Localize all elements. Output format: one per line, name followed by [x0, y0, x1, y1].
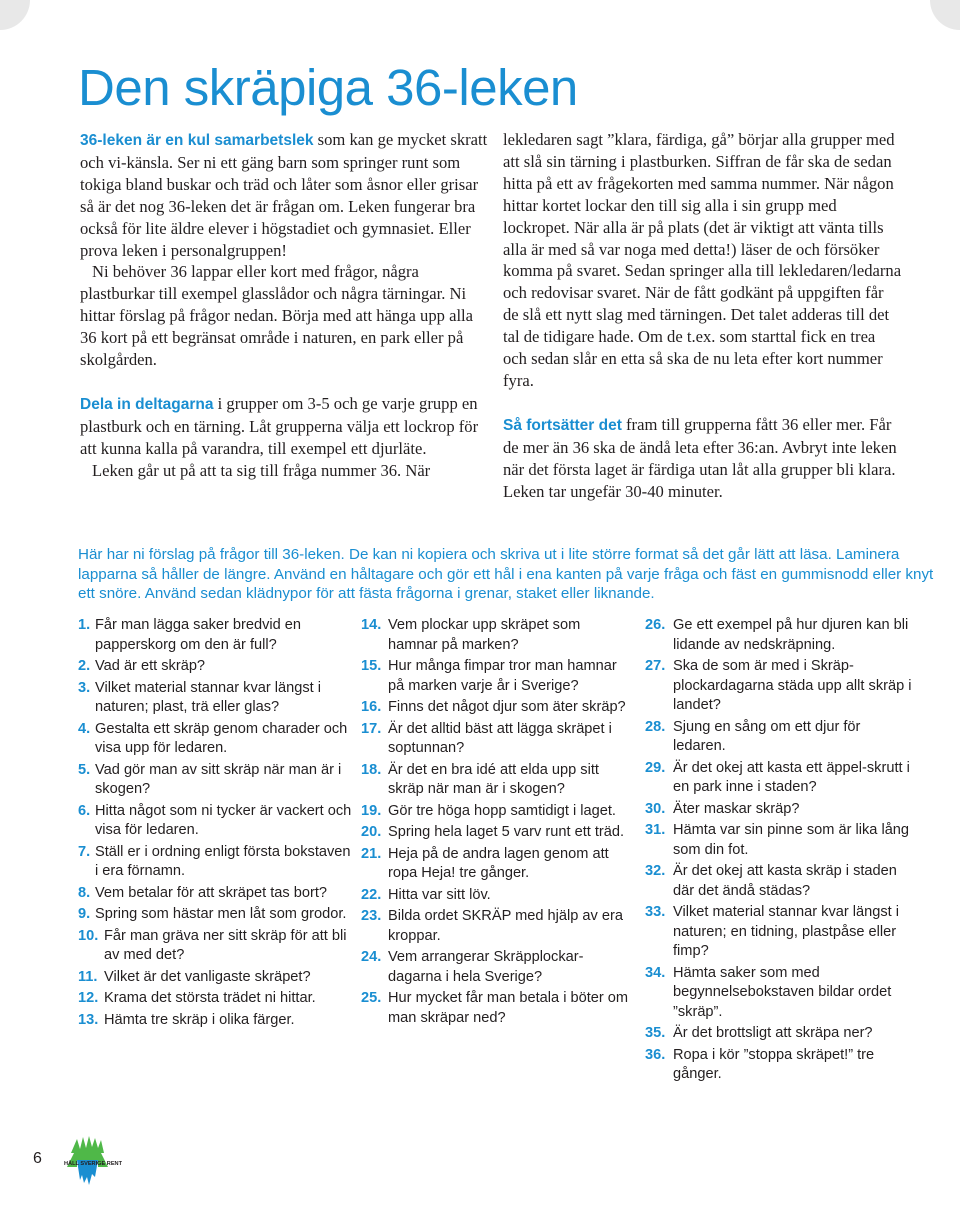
question-item — [645, 657, 915, 716]
question-item — [78, 843, 353, 882]
paragraph-rules: lekledaren sagt ”klara, färdiga, gå” börjar alla grupper med att slå sin tärning i plastburken. Siffran de får ska de sedan hitta på ett av frågekorten med samma nummer. När någon hittar kortet lockar den till sig alla i sin grupp med lockropet. När alla är på plats (det är viktigt att vänta tills alla är med så var noga med detta!) läser de och försöker komma på svaret. Sedan springer alla till lekledaren/ledarna och redovisar svaret. När de fått godkänt på uppgiften får de slå ett nytt slag med tärningen. Det talet adderas till det tal de tidigare hade. Om de t.ex. som starttal fick en trea och sedan slår en etta så ska de nu leta efter kort nummer fyra. — [503, 130, 902, 390]
paragraph-lead: 36-leken är en kul samarbetslek — [80, 132, 314, 149]
question-item — [78, 884, 353, 904]
question-number: 14. — [361, 617, 382, 633]
question-item — [645, 1024, 915, 1044]
question-item — [361, 698, 631, 718]
corner-decoration-right — [930, 0, 960, 30]
question-number: 17. — [361, 720, 382, 737]
question-text: Hitta var sitt löv. — [388, 886, 491, 903]
question-number: 33. — [645, 904, 666, 920]
question-number: 21. — [361, 845, 382, 862]
question-number: 26. — [645, 617, 666, 633]
question-text: Vilket material stannar kvar längst i naturen; en tidning, plastpåse eller fimp? — [673, 904, 900, 959]
question-number: 28. — [645, 718, 666, 735]
question-number: 13. — [78, 1011, 99, 1028]
question-number: 3. — [78, 679, 91, 696]
question-text: Spring som hästar men låt som grodor. — [95, 906, 347, 922]
question-text: Finns det något djur som äter skräp? — [388, 699, 626, 715]
right-text-column — [503, 129, 903, 503]
page-number: 6 — [33, 1150, 42, 1167]
question-item — [361, 823, 631, 843]
question-text: Ställ er i ordning enligt första bokstaven i era förnamn. — [95, 843, 351, 879]
question-text: Hur många fimpar tror man hamnar på marken varje år i Sverige? — [388, 658, 617, 694]
question-number: 30. — [645, 800, 666, 817]
question-number: 1. — [78, 617, 91, 633]
question-list-26-36 — [645, 616, 915, 1087]
question-text: Är det en bra idé att elda upp sitt skräp när man är i skogen? — [388, 761, 599, 797]
question-text: Vilket är det vanligaste skräpet? — [104, 968, 311, 985]
question-text: Gestalta ett skräp genom charader och visa upp för ledaren. — [95, 720, 348, 756]
question-text: Vilket material stannar kvar längst i naturen; plast, trä eller glas? — [95, 679, 322, 715]
paragraph-materials: Ni behöver 36 lappar eller kort med frågor, några plastburkar till exempel glasslådor och några tärningar. Ni hittar förslag på frågor nedan. Börja med att hänga upp alla 36 kort på ett begränsat område i naturen, en park eller på skolgården. — [80, 262, 474, 370]
questions-intro: Här har ni förslag på frågor till 36-leken. De kan ni kopiera och skriva ut i lite större format så det går lätt att läsa. Laminera lapparna så håller de längre. Använd en håltagare och gör ett hål i ena kanten på varje fråga och fäst en gummisnodd eller knyt ett snöre. Använd sedan klädnypor för att fästa frågorna i grenar, staket eller liknande. — [78, 546, 934, 603]
question-number: 18. — [361, 761, 382, 778]
paragraph-text: i grupper om 3-5 och ge varje grupp en plastburk och en tärning. Låt grupperna välja ett lockrop för att kunna kalla på varandra, till exempel ett djurläte. — [80, 393, 479, 458]
question-list-14-25 — [361, 616, 631, 1030]
question-item — [78, 616, 353, 655]
question-number: 32. — [645, 863, 666, 879]
question-item — [361, 989, 631, 1028]
question-item — [645, 821, 915, 860]
question-number: 23. — [361, 908, 382, 924]
question-item — [78, 657, 353, 677]
question-item — [78, 761, 353, 800]
left-text-column — [80, 129, 490, 482]
question-list-1-13 — [78, 616, 353, 1032]
question-text: Hämta var sin pinne som är lika lång som din fot. — [673, 822, 910, 858]
question-text: Är det brottsligt att skräpa ner? — [673, 1025, 873, 1041]
question-text: Heja på de andra lagen genom att ropa Heja! tre gånger. — [388, 845, 609, 881]
question-item — [78, 968, 353, 988]
question-text: Är det okej att kasta skräp i staden där det ändå städas? — [673, 863, 897, 899]
paragraph-lead: Så fortsätter det — [503, 416, 622, 434]
question-item — [645, 759, 915, 798]
question-number: 12. — [78, 990, 99, 1006]
question-number: 6. — [78, 802, 91, 819]
question-text: Ska de som är med i Skräp-plockardagarna städa upp allt skräp i landet? — [673, 658, 912, 713]
question-text: Gör tre höga hopp samtidigt i laget. — [388, 802, 616, 819]
paragraph-goal: Leken går ut på att ta sig till fråga nummer 36. När — [92, 460, 431, 480]
question-number: 27. — [645, 658, 666, 674]
question-text: Vad gör man av sitt skräp när man är i skogen? — [95, 761, 342, 797]
question-number: 2. — [78, 658, 91, 674]
hall-sverige-rent-logo — [62, 1133, 142, 1193]
question-text: Äter maskar skräp? — [673, 800, 800, 817]
paragraph-intro — [80, 129, 490, 261]
question-text: Får man gräva ner sitt skräp för att bli av med det? — [104, 927, 347, 963]
question-number: 15. — [361, 658, 382, 674]
question-text: Hämta tre skräp i olika färger. — [104, 1011, 295, 1028]
question-item — [361, 845, 631, 884]
question-text: Krama det största trädet ni hittar. — [104, 990, 316, 1006]
question-number: 24. — [361, 949, 382, 965]
page-title: Den skräpiga 36-leken — [78, 59, 578, 116]
question-text: Hämta saker som med begynnelsebokstaven bildar ordet ”skräp”. — [673, 964, 892, 1020]
question-item — [645, 964, 915, 1023]
question-item — [78, 720, 353, 759]
question-item — [645, 800, 915, 820]
question-number: 10. — [78, 927, 99, 944]
question-number: 31. — [645, 822, 666, 838]
question-number: 29. — [645, 759, 666, 776]
question-item — [78, 679, 353, 718]
question-text: Vem plockar upp skräpet som hamnar på marken? — [388, 617, 581, 653]
paragraph-text: fram till grupperna fått 36 eller mer. Får de mer än 36 ska de ändå leta efter 36:an. Avbryt inte leken när det första laget är färdiga utan låt alla grupper bli klara. Leken tar ungefär 30-40 minuter. — [503, 414, 897, 501]
logo-text: HÅLL SVERIGE RENT — [64, 1161, 123, 1167]
question-number: 11. — [78, 968, 98, 985]
question-text: Spring hela laget 5 varv runt ett träd. — [388, 824, 625, 840]
question-text: Hitta något som ni tycker är vackert och visa för ledaren. — [95, 802, 352, 838]
question-item — [361, 720, 631, 759]
question-item — [361, 948, 631, 987]
question-item — [361, 907, 631, 946]
question-item — [361, 886, 631, 906]
question-number: 5. — [78, 761, 91, 778]
question-item — [645, 903, 915, 962]
paragraph-text: som kan ge mycket skratt och vi-känsla. Ser ni ett gäng barn som springer runt som tokiga bland buskar och träd och låter som åsnor eller grisar så är det nog 36-leken det är frågan om. Leken fungerar bra också för lite äldre elever i högstadiet och gymnasiet. Eller prova leken i personalgruppen! — [80, 130, 488, 260]
question-item — [78, 802, 353, 841]
question-text: Ge ett exempel på hur djuren kan bli lidande av nedskräpning. — [673, 617, 909, 653]
question-item — [645, 616, 915, 655]
question-number: 22. — [361, 886, 382, 903]
question-number: 35. — [645, 1025, 666, 1041]
question-item — [78, 905, 353, 925]
paragraph-continue — [503, 414, 903, 503]
question-item — [361, 657, 631, 696]
question-item — [361, 616, 631, 655]
question-item — [361, 802, 631, 822]
paragraph-groups — [80, 393, 490, 460]
paragraph-lead: Dela in deltagarna — [80, 395, 214, 413]
question-item — [78, 927, 353, 966]
question-text: Är det alltid bäst att lägga skräpet i soptunnan? — [388, 720, 612, 756]
question-number: 4. — [78, 720, 91, 737]
question-number: 25. — [361, 990, 382, 1006]
question-number: 16. — [361, 699, 382, 715]
question-item — [645, 862, 915, 901]
question-text: Är det okej att kasta ett äppel-skrutt i en park inne i staden? — [673, 759, 910, 795]
corner-decoration-left — [0, 0, 30, 30]
question-number: 8. — [78, 884, 91, 901]
question-text: Bilda ordet SKRÄP med hjälp av era kroppar. — [388, 908, 623, 944]
question-item — [78, 1011, 353, 1031]
question-number: 7. — [78, 843, 91, 860]
question-number: 9. — [78, 906, 91, 922]
question-text: Ropa i kör ”stoppa skräpet!” tre gånger. — [673, 1046, 875, 1082]
question-text: Hur mycket får man betala i böter om man skräpar ned? — [388, 990, 629, 1026]
question-item — [645, 1046, 915, 1085]
question-text: Vem arrangerar Skräpplockar-dagarna i hela Sverige? — [388, 949, 584, 985]
question-text: Får man lägga saker bredvid en papperskorg om den är full? — [95, 617, 302, 653]
question-number: 20. — [361, 824, 382, 840]
question-number: 34. — [645, 964, 666, 981]
question-item — [78, 989, 353, 1009]
question-number: 19. — [361, 802, 382, 819]
question-text: Vem betalar för att skräpet tas bort? — [95, 884, 327, 901]
question-item — [645, 718, 915, 757]
question-item — [361, 761, 631, 800]
question-text: Vad är ett skräp? — [95, 658, 206, 674]
question-number: 36. — [645, 1046, 666, 1063]
question-text: Sjung en sång om ett djur för ledaren. — [673, 718, 861, 754]
